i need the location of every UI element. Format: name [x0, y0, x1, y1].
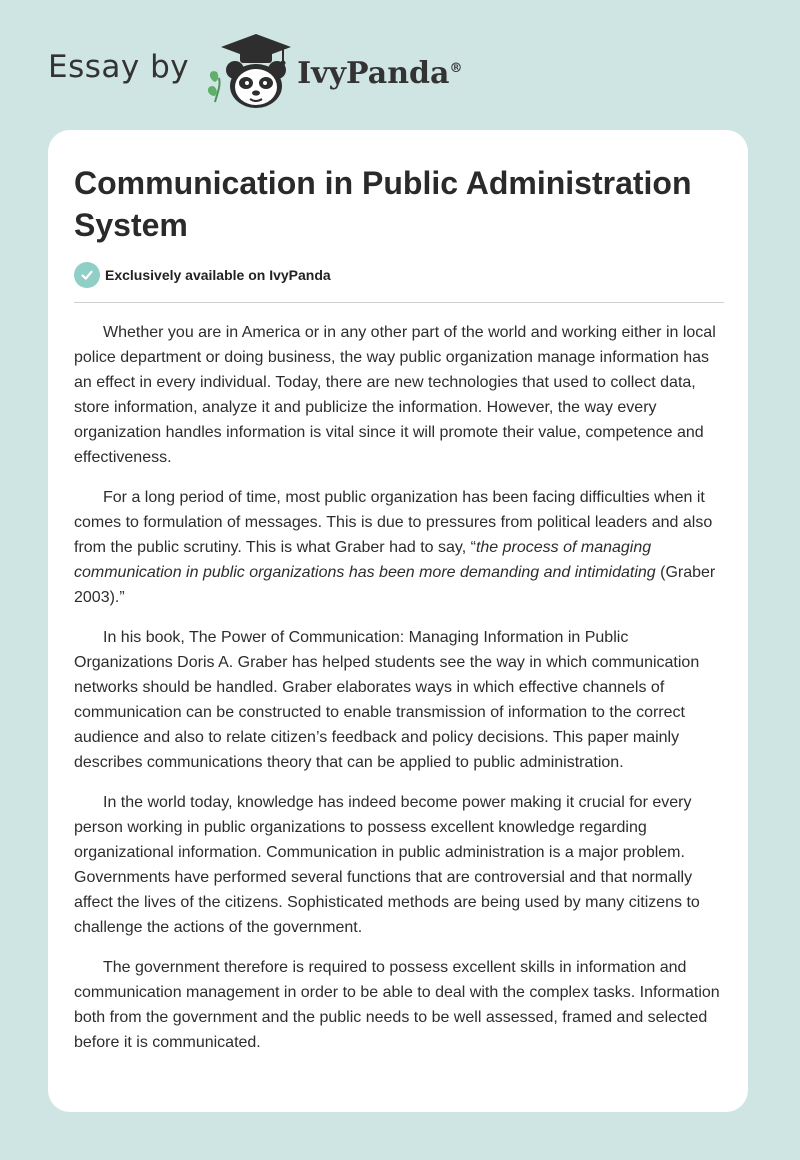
- badge-label: Exclusively available on IvyPanda: [105, 267, 331, 283]
- citation: (Graber 2003).”: [74, 564, 716, 606]
- registered-mark: ®: [449, 60, 463, 76]
- quote: the process of managing communication in public organizations has been more demanding and intimidating: [74, 539, 656, 581]
- brand-prefix: Essay by: [48, 49, 190, 85]
- paragraph: [74, 485, 726, 610]
- divider: [74, 302, 724, 303]
- paragraph: In his book, The Power of Communication: Managing Information in Public Organizations Doris A. Graber has helped students see the way in which communication networks should be handled. Graber elaborates ways in which effective channels of communication can be constructed to enable transmission of information to the correct audience and also to relate citizen’s feedback and policy decisions. This paper mainly describes communications theory that can be applied to public administration.: [74, 629, 700, 771]
- paragraph: In the world today, knowledge has indeed become power making it crucial for every person working in public organizations to possess excellent knowledge regarding organizational information. Communication in public administration is a major problem. Governments have performed several functions that are controversial and that normally affect the lives of the citizens. Sophisticated methods are being used by many citizens to challenge the actions of the government.: [74, 794, 700, 936]
- essay-card: [48, 130, 748, 1112]
- essay-body: [74, 320, 726, 1070]
- brand-name-text: IvyPanda: [297, 55, 450, 91]
- exclusive-badge: [74, 262, 331, 288]
- brand-name: [297, 56, 462, 91]
- checkmark-icon: [74, 262, 100, 288]
- paragraph: Whether you are in America or in any other part of the world and working either in local police department or doing business, the way public organization manage information has an effect in every individual. Today, there are new technologies that used to collect data, store information, analyze it and publicize the information. However, the way every organization handles information is vital since it will promote their value, competence and effectiveness.: [74, 324, 716, 466]
- site-header: [48, 30, 462, 110]
- paragraph: The government therefore is required to possess excellent skills in information and communication management in order to be able to deal with the complex tasks. Information both from the government and the public needs to be well assessed, framed and selected before it is communicated.: [74, 959, 720, 1051]
- panda-graduation-cap-logo-icon[interactable]: [203, 30, 295, 110]
- page-title: Communication in Public Administration System: [74, 165, 692, 243]
- paragraph-text: For a long period of time, most public organization has been facing difficulties when it comes to formulation of messages. This is due to pressures from political leaders and also from the public scrutiny. This is what Graber had to say, “: [74, 489, 713, 556]
